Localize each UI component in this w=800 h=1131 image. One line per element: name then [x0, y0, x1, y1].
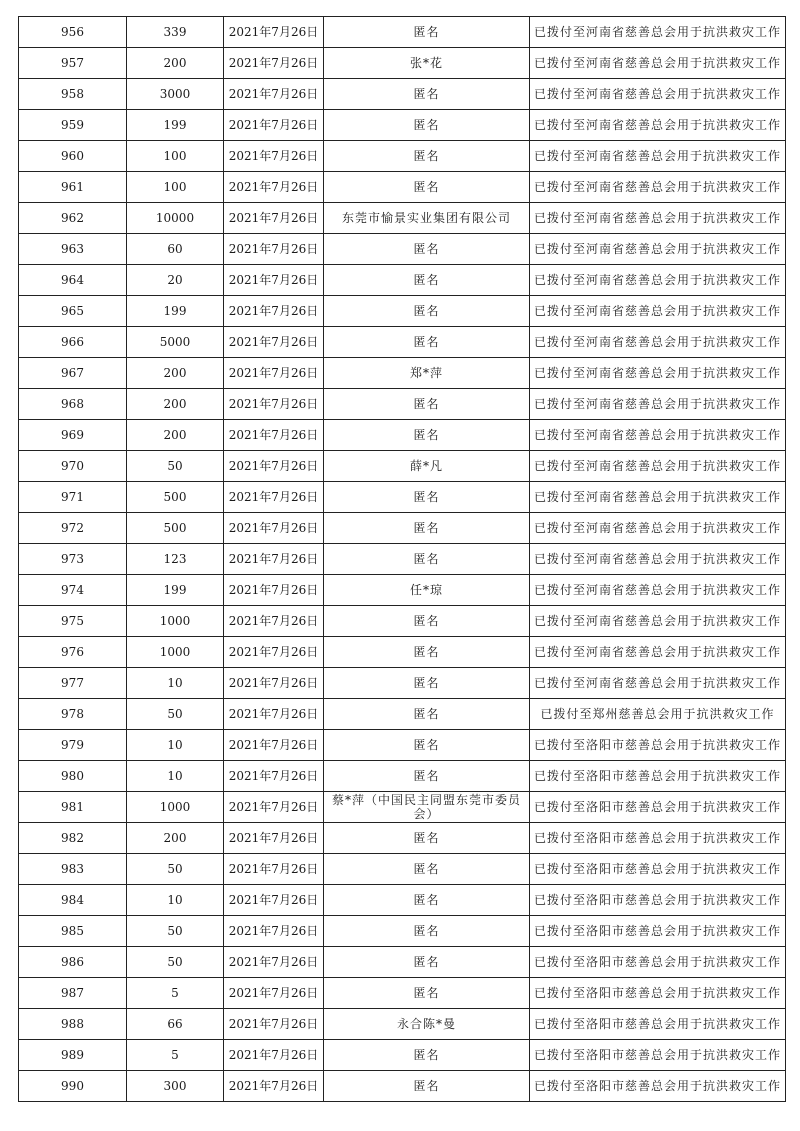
allocation-note-cell: 已拨付至河南省慈善总会用于抗洪救灾工作: [530, 544, 786, 575]
date-cell: 2021年7月26日: [224, 699, 324, 730]
serial-number-cell: 970: [19, 451, 127, 482]
amount-cell: 199: [127, 110, 224, 141]
donor-name-cell: 匿名: [324, 1040, 530, 1071]
date-cell: 2021年7月26日: [224, 141, 324, 172]
table-row: [19, 1009, 786, 1040]
serial-number-cell: 969: [19, 420, 127, 451]
donor-name-cell: 薛*凡: [324, 451, 530, 482]
date-cell: 2021年7月26日: [224, 389, 324, 420]
date-cell: 2021年7月26日: [224, 482, 324, 513]
table-row: [19, 234, 786, 265]
allocation-note-cell: 已拨付至河南省慈善总会用于抗洪救灾工作: [530, 575, 786, 606]
serial-number-cell: 974: [19, 575, 127, 606]
allocation-note-cell: 已拨付至河南省慈善总会用于抗洪救灾工作: [530, 637, 786, 668]
table-row: [19, 544, 786, 575]
donor-name-cell: 匿名: [324, 1071, 530, 1102]
amount-cell: 5: [127, 978, 224, 1009]
allocation-note-cell: 已拨付至洛阳市慈善总会用于抗洪救灾工作: [530, 792, 786, 823]
allocation-note-cell: 已拨付至洛阳市慈善总会用于抗洪救灾工作: [530, 947, 786, 978]
allocation-note-cell: 已拨付至洛阳市慈善总会用于抗洪救灾工作: [530, 978, 786, 1009]
table-row: [19, 17, 786, 48]
serial-number-cell: 982: [19, 823, 127, 854]
serial-number-cell: 981: [19, 792, 127, 823]
serial-number-cell: 987: [19, 978, 127, 1009]
date-cell: 2021年7月26日: [224, 79, 324, 110]
serial-number-cell: 972: [19, 513, 127, 544]
serial-number-cell: 977: [19, 668, 127, 699]
donor-name-cell: 匿名: [324, 947, 530, 978]
allocation-note-cell: 已拨付至河南省慈善总会用于抗洪救灾工作: [530, 141, 786, 172]
table-row: [19, 48, 786, 79]
amount-cell: 66: [127, 1009, 224, 1040]
table-row: [19, 792, 786, 823]
amount-cell: 200: [127, 823, 224, 854]
allocation-note-cell: 已拨付至河南省慈善总会用于抗洪救灾工作: [530, 327, 786, 358]
donor-name-cell: 匿名: [324, 265, 530, 296]
table-row: [19, 389, 786, 420]
donor-name-cell: 匿名: [324, 916, 530, 947]
amount-cell: 500: [127, 482, 224, 513]
amount-cell: 200: [127, 420, 224, 451]
document-page: [18, 16, 780, 1102]
allocation-note-cell: 已拨付至河南省慈善总会用于抗洪救灾工作: [530, 389, 786, 420]
date-cell: 2021年7月26日: [224, 947, 324, 978]
amount-cell: 199: [127, 296, 224, 327]
serial-number-cell: 973: [19, 544, 127, 575]
table-row: [19, 296, 786, 327]
date-cell: 2021年7月26日: [224, 978, 324, 1009]
amount-cell: 200: [127, 358, 224, 389]
serial-number-cell: 959: [19, 110, 127, 141]
table-row: [19, 606, 786, 637]
amount-cell: 50: [127, 947, 224, 978]
serial-number-cell: 967: [19, 358, 127, 389]
donor-name-cell: 蔡*萍（中国民主同盟东莞市委员会）: [324, 792, 530, 823]
donor-name-cell: 匿名: [324, 730, 530, 761]
serial-number-cell: 989: [19, 1040, 127, 1071]
amount-cell: 200: [127, 48, 224, 79]
date-cell: 2021年7月26日: [224, 761, 324, 792]
table-row: [19, 513, 786, 544]
amount-cell: 200: [127, 389, 224, 420]
allocation-note-cell: 已拨付至河南省慈善总会用于抗洪救灾工作: [530, 110, 786, 141]
donor-name-cell: 东莞市愉景实业集团有限公司: [324, 203, 530, 234]
table-row: [19, 79, 786, 110]
allocation-note-cell: 已拨付至河南省慈善总会用于抗洪救灾工作: [530, 17, 786, 48]
donor-name-cell: 匿名: [324, 885, 530, 916]
serial-number-cell: 963: [19, 234, 127, 265]
amount-cell: 50: [127, 854, 224, 885]
donor-name-cell: 匿名: [324, 327, 530, 358]
amount-cell: 1000: [127, 792, 224, 823]
serial-number-cell: 956: [19, 17, 127, 48]
donor-name-cell: 匿名: [324, 110, 530, 141]
date-cell: 2021年7月26日: [224, 1040, 324, 1071]
amount-cell: 5: [127, 1040, 224, 1071]
allocation-note-cell: 已拨付至河南省慈善总会用于抗洪救灾工作: [530, 48, 786, 79]
date-cell: 2021年7月26日: [224, 668, 324, 699]
allocation-note-cell: 已拨付至河南省慈善总会用于抗洪救灾工作: [530, 358, 786, 389]
table-row: [19, 172, 786, 203]
allocation-note-cell: 已拨付至河南省慈善总会用于抗洪救灾工作: [530, 79, 786, 110]
allocation-note-cell: 已拨付至河南省慈善总会用于抗洪救灾工作: [530, 513, 786, 544]
table-row: [19, 854, 786, 885]
date-cell: 2021年7月26日: [224, 854, 324, 885]
allocation-note-cell: 已拨付至洛阳市慈善总会用于抗洪救灾工作: [530, 1009, 786, 1040]
allocation-note-cell: 已拨付至河南省慈善总会用于抗洪救灾工作: [530, 203, 786, 234]
date-cell: 2021年7月26日: [224, 637, 324, 668]
donor-name-cell: 匿名: [324, 544, 530, 575]
donor-name-cell: 匿名: [324, 761, 530, 792]
donation-table-body: [19, 17, 786, 1102]
serial-number-cell: 985: [19, 916, 127, 947]
table-row: [19, 482, 786, 513]
table-row: [19, 358, 786, 389]
date-cell: 2021年7月26日: [224, 265, 324, 296]
serial-number-cell: 978: [19, 699, 127, 730]
table-row: [19, 637, 786, 668]
amount-cell: 100: [127, 141, 224, 172]
allocation-note-cell: 已拨付至河南省慈善总会用于抗洪救灾工作: [530, 482, 786, 513]
amount-cell: 10: [127, 761, 224, 792]
amount-cell: 300: [127, 1071, 224, 1102]
date-cell: 2021年7月26日: [224, 575, 324, 606]
serial-number-cell: 960: [19, 141, 127, 172]
serial-number-cell: 975: [19, 606, 127, 637]
table-row: [19, 823, 786, 854]
donor-name-cell: 匿名: [324, 823, 530, 854]
amount-cell: 60: [127, 234, 224, 265]
donor-name-cell: 匿名: [324, 668, 530, 699]
amount-cell: 10: [127, 885, 224, 916]
serial-number-cell: 961: [19, 172, 127, 203]
serial-number-cell: 965: [19, 296, 127, 327]
allocation-note-cell: 已拨付至河南省慈善总会用于抗洪救灾工作: [530, 234, 786, 265]
donor-name-cell: 匿名: [324, 606, 530, 637]
donor-name-cell: 张*花: [324, 48, 530, 79]
donor-name-cell: 匿名: [324, 234, 530, 265]
table-row: [19, 327, 786, 358]
date-cell: 2021年7月26日: [224, 358, 324, 389]
table-row: [19, 110, 786, 141]
date-cell: 2021年7月26日: [224, 296, 324, 327]
allocation-note-cell: 已拨付至河南省慈善总会用于抗洪救灾工作: [530, 172, 786, 203]
donor-name-cell: 匿名: [324, 699, 530, 730]
donor-name-cell: 匿名: [324, 17, 530, 48]
table-row: [19, 668, 786, 699]
date-cell: 2021年7月26日: [224, 885, 324, 916]
amount-cell: 50: [127, 699, 224, 730]
table-row: [19, 947, 786, 978]
date-cell: 2021年7月26日: [224, 172, 324, 203]
amount-cell: 10000: [127, 203, 224, 234]
table-row: [19, 916, 786, 947]
allocation-note-cell: 已拨付至洛阳市慈善总会用于抗洪救灾工作: [530, 885, 786, 916]
table-row: [19, 761, 786, 792]
date-cell: 2021年7月26日: [224, 606, 324, 637]
serial-number-cell: 983: [19, 854, 127, 885]
table-row: [19, 1071, 786, 1102]
allocation-note-cell: 已拨付至洛阳市慈善总会用于抗洪救灾工作: [530, 823, 786, 854]
date-cell: 2021年7月26日: [224, 513, 324, 544]
allocation-note-cell: 已拨付至河南省慈善总会用于抗洪救灾工作: [530, 451, 786, 482]
date-cell: 2021年7月26日: [224, 48, 324, 79]
donation-table: [18, 16, 786, 1102]
serial-number-cell: 958: [19, 79, 127, 110]
allocation-note-cell: 已拨付至洛阳市慈善总会用于抗洪救灾工作: [530, 854, 786, 885]
donor-name-cell: 匿名: [324, 978, 530, 1009]
allocation-note-cell: 已拨付至河南省慈善总会用于抗洪救灾工作: [530, 296, 786, 327]
amount-cell: 199: [127, 575, 224, 606]
donor-name-cell: 匿名: [324, 637, 530, 668]
donor-name-cell: 匿名: [324, 854, 530, 885]
amount-cell: 20: [127, 265, 224, 296]
amount-cell: 123: [127, 544, 224, 575]
date-cell: 2021年7月26日: [224, 1009, 324, 1040]
table-row: [19, 1040, 786, 1071]
amount-cell: 50: [127, 451, 224, 482]
serial-number-cell: 979: [19, 730, 127, 761]
allocation-note-cell: 已拨付至洛阳市慈善总会用于抗洪救灾工作: [530, 761, 786, 792]
serial-number-cell: 968: [19, 389, 127, 420]
table-row: [19, 265, 786, 296]
serial-number-cell: 962: [19, 203, 127, 234]
donor-name-cell: 匿名: [324, 513, 530, 544]
amount-cell: 1000: [127, 606, 224, 637]
date-cell: 2021年7月26日: [224, 730, 324, 761]
donor-name-cell: 永合陈*曼: [324, 1009, 530, 1040]
amount-cell: 10: [127, 730, 224, 761]
allocation-note-cell: 已拨付至郑州慈善总会用于抗洪救灾工作: [530, 699, 786, 730]
allocation-note-cell: 已拨付至洛阳市慈善总会用于抗洪救灾工作: [530, 916, 786, 947]
date-cell: 2021年7月26日: [224, 916, 324, 947]
date-cell: 2021年7月26日: [224, 1071, 324, 1102]
amount-cell: 3000: [127, 79, 224, 110]
table-row: [19, 730, 786, 761]
table-row: [19, 420, 786, 451]
allocation-note-cell: 已拨付至洛阳市慈善总会用于抗洪救灾工作: [530, 1071, 786, 1102]
serial-number-cell: 980: [19, 761, 127, 792]
donor-name-cell: 任*琼: [324, 575, 530, 606]
date-cell: 2021年7月26日: [224, 792, 324, 823]
table-row: [19, 575, 786, 606]
serial-number-cell: 964: [19, 265, 127, 296]
serial-number-cell: 986: [19, 947, 127, 978]
amount-cell: 50: [127, 916, 224, 947]
table-row: [19, 141, 786, 172]
donor-name-cell: 匿名: [324, 482, 530, 513]
serial-number-cell: 988: [19, 1009, 127, 1040]
donor-name-cell: 匿名: [324, 141, 530, 172]
date-cell: 2021年7月26日: [224, 544, 324, 575]
amount-cell: 100: [127, 172, 224, 203]
date-cell: 2021年7月26日: [224, 203, 324, 234]
amount-cell: 500: [127, 513, 224, 544]
allocation-note-cell: 已拨付至河南省慈善总会用于抗洪救灾工作: [530, 606, 786, 637]
serial-number-cell: 976: [19, 637, 127, 668]
amount-cell: 10: [127, 668, 224, 699]
date-cell: 2021年7月26日: [224, 451, 324, 482]
amount-cell: 1000: [127, 637, 224, 668]
table-row: [19, 451, 786, 482]
donor-name-cell: 郑*萍: [324, 358, 530, 389]
table-row: [19, 978, 786, 1009]
serial-number-cell: 957: [19, 48, 127, 79]
donor-name-cell: 匿名: [324, 79, 530, 110]
date-cell: 2021年7月26日: [224, 420, 324, 451]
donor-name-cell: 匿名: [324, 389, 530, 420]
donor-name-cell: 匿名: [324, 172, 530, 203]
table-row: [19, 699, 786, 730]
date-cell: 2021年7月26日: [224, 823, 324, 854]
date-cell: 2021年7月26日: [224, 110, 324, 141]
serial-number-cell: 990: [19, 1071, 127, 1102]
allocation-note-cell: 已拨付至洛阳市慈善总会用于抗洪救灾工作: [530, 730, 786, 761]
donor-name-cell: 匿名: [324, 296, 530, 327]
amount-cell: 339: [127, 17, 224, 48]
table-row: [19, 885, 786, 916]
serial-number-cell: 984: [19, 885, 127, 916]
allocation-note-cell: 已拨付至河南省慈善总会用于抗洪救灾工作: [530, 420, 786, 451]
serial-number-cell: 971: [19, 482, 127, 513]
date-cell: 2021年7月26日: [224, 327, 324, 358]
table-row: [19, 203, 786, 234]
date-cell: 2021年7月26日: [224, 17, 324, 48]
donor-name-cell: 匿名: [324, 420, 530, 451]
serial-number-cell: 966: [19, 327, 127, 358]
allocation-note-cell: 已拨付至洛阳市慈善总会用于抗洪救灾工作: [530, 1040, 786, 1071]
date-cell: 2021年7月26日: [224, 234, 324, 265]
amount-cell: 5000: [127, 327, 224, 358]
allocation-note-cell: 已拨付至河南省慈善总会用于抗洪救灾工作: [530, 668, 786, 699]
allocation-note-cell: 已拨付至河南省慈善总会用于抗洪救灾工作: [530, 265, 786, 296]
